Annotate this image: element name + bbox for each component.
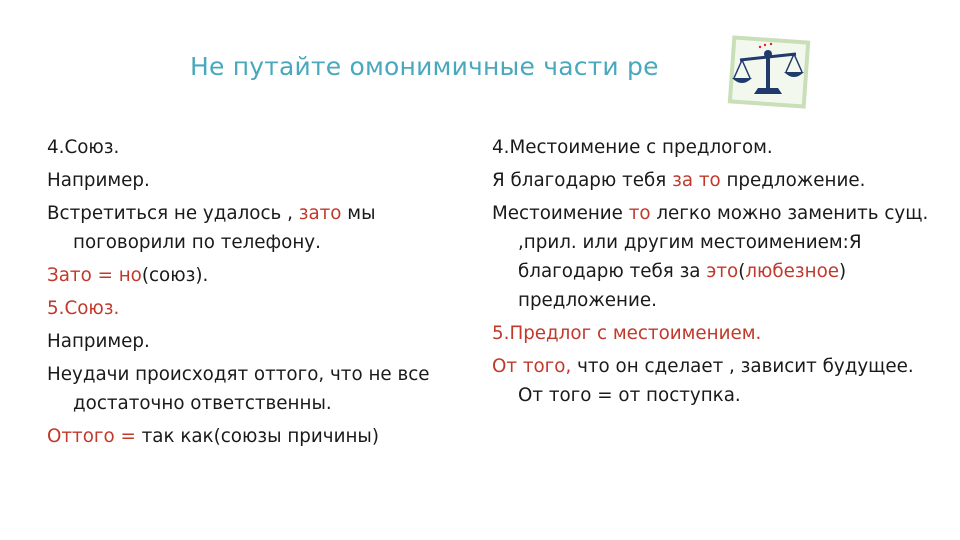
left-paragraph [47, 199, 467, 257]
text: 4.Местоимение с предлогом. [492, 137, 773, 158]
scales-icon [724, 32, 814, 110]
left-column [47, 133, 467, 455]
left-paragraph [47, 327, 467, 356]
right-paragraph [492, 319, 942, 348]
highlight-text: Оттого = [47, 426, 142, 447]
highlight-text: От того, [492, 356, 572, 377]
highlight-text: то [628, 203, 651, 224]
right-paragraph [492, 133, 942, 162]
text: Я благодарю тебя [492, 170, 673, 191]
text: Местоимение [492, 203, 629, 224]
text: что он сделает , зависит будущее. От того = от поступка. [518, 356, 914, 406]
right-paragraph [492, 199, 942, 315]
text: Например. [47, 170, 150, 191]
text: ( [738, 261, 746, 282]
right-paragraph [492, 352, 942, 410]
text: ) предложение. [518, 261, 847, 311]
left-paragraph [47, 294, 467, 323]
highlight-text: Зато = но [47, 265, 142, 286]
right-column [492, 133, 942, 414]
text: 4.Союз. [47, 137, 120, 158]
left-paragraph [47, 360, 467, 418]
text: так как(союзы причины) [141, 426, 379, 447]
highlight-text: 5.Предлог с местоимением. [492, 323, 762, 344]
right-paragraph [492, 166, 942, 195]
text: Неудачи происходят оттого, что не все достаточно ответственны. [47, 364, 430, 414]
slide-title: Не путайте омонимичные части ре [190, 52, 659, 81]
left-paragraph [47, 166, 467, 195]
highlight-text: любезное [745, 261, 840, 282]
highlight-text: 5.Союз. [47, 298, 120, 319]
text: легко можно заменить сущ. ,прил. или другим местоимением:Я благодарю тебя за [518, 203, 929, 282]
text: предложение. [720, 170, 866, 191]
text: мы поговорили по телефону. [73, 203, 376, 253]
text: (союз). [141, 265, 209, 286]
text: Например. [47, 331, 150, 352]
highlight-text: это [706, 261, 739, 282]
left-paragraph [47, 422, 467, 451]
highlight-text: за то [672, 170, 721, 191]
left-paragraph [47, 261, 467, 290]
left-paragraph [47, 133, 467, 162]
highlight-text: зато [298, 203, 342, 224]
text: Встретиться не удалось , [47, 203, 299, 224]
